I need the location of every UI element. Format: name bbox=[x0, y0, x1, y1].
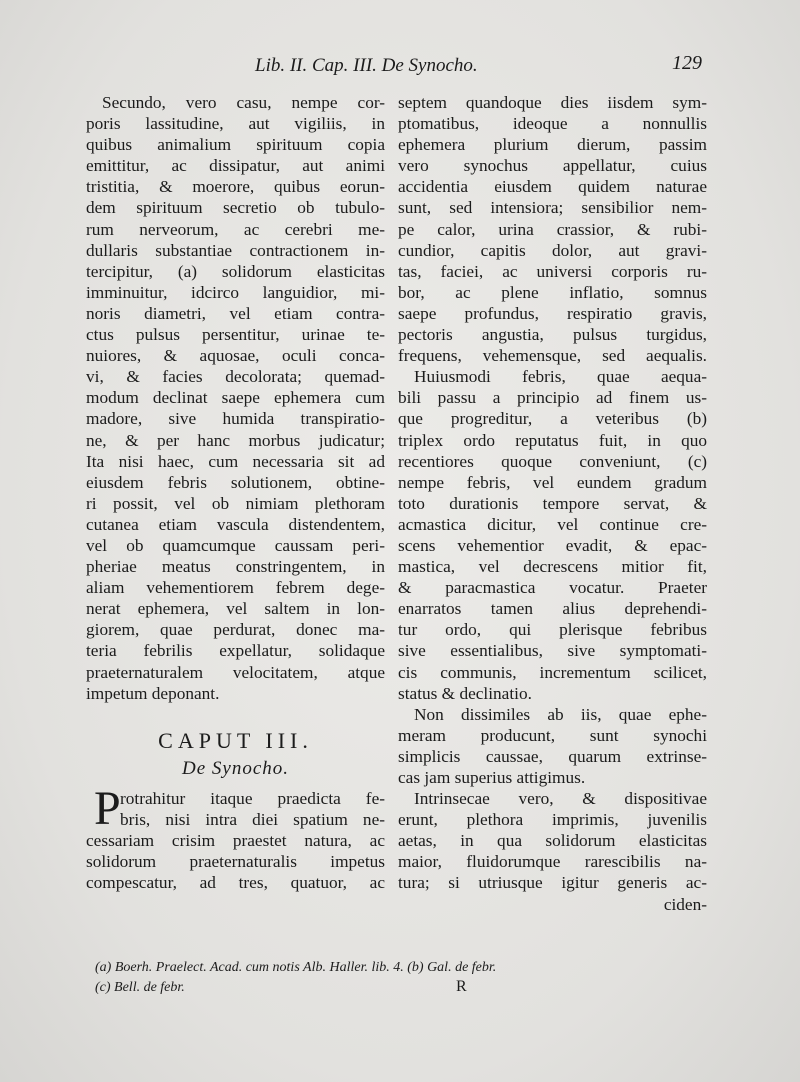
text-line: & paracmastica vocatur. Praeter bbox=[398, 578, 707, 598]
text-line: Secundo, vero casu, nempe cor- bbox=[102, 93, 385, 112]
text-line: rum nerveorum, ac cerebri me- bbox=[86, 219, 385, 239]
text-line: ne, & per hanc morbus judicatur; bbox=[86, 430, 385, 450]
text-line: que progreditur, a veteribus (b) bbox=[398, 409, 707, 429]
text-line: teria febrilis expellatur, solidaque bbox=[86, 641, 385, 661]
text-line: ri possit, vel ob nimiam plethoram bbox=[86, 493, 385, 513]
chapter-title: CAPUT III. bbox=[158, 727, 313, 753]
left-paragraph-1 bbox=[86, 92, 385, 704]
text-line: imminuitur, idcirco languidior, mi- bbox=[86, 282, 385, 302]
text-line: mastica, vel decrescens mitior fit, bbox=[398, 557, 707, 577]
text-line: simplicis caussae, quarum extrinse- bbox=[398, 746, 707, 766]
text-line: dem spirituum secretio ob tubulo- bbox=[86, 198, 385, 218]
right-paragraph-4 bbox=[398, 788, 707, 893]
text-line: dullaris substantiae contractionem in- bbox=[86, 240, 385, 260]
catchword: ciden- bbox=[663, 894, 707, 914]
text-line: vi, & facies decolorata; quemad- bbox=[86, 367, 385, 387]
footnote-line-1: (a) Boerh. Praelect. Acad. cum notis Alb. Haller. lib. 4. (b) Gal. de febr. bbox=[95, 960, 497, 975]
text-line: poris lassitudine, aut vigiliis, in bbox=[86, 114, 385, 134]
text-line: nuiores, & aquosae, oculi conca- bbox=[86, 346, 385, 366]
text-line: eiusdem febris solutionem, obtine- bbox=[86, 472, 385, 492]
text-line: quibus animalium spirituum copia bbox=[86, 135, 385, 155]
signature-mark: R bbox=[456, 978, 467, 995]
text-line: maior, fluidorumque rarescibilis na- bbox=[398, 852, 707, 872]
text-line: cessariam crisim praestet natura, ac bbox=[86, 830, 385, 850]
text-line: erunt, plethora imprimis, juvenilis bbox=[398, 810, 707, 830]
text-line: vero synochus appellatur, cuius bbox=[398, 156, 707, 176]
text-line: pectoris angustia, pulsus turgidus, bbox=[398, 325, 707, 345]
text-line: compescatur, ad tres, quatuor, ac bbox=[86, 873, 385, 893]
text-line: cutanea etiam vascula distendentem, bbox=[86, 514, 385, 534]
text-line: aetas, in qua solidorum elasticitas bbox=[398, 831, 707, 851]
footnote-line-2: (c) Bell. de febr. bbox=[95, 980, 185, 995]
drop-cap: P bbox=[94, 781, 121, 835]
right-paragraph-3 bbox=[398, 704, 707, 788]
text-line: septem quandoque dies iisdem sym- bbox=[398, 93, 707, 112]
text-line: emittitur, ac dissipatur, aut animi bbox=[86, 156, 385, 176]
running-header: Lib. II. Cap. III. De Synocho. bbox=[255, 55, 478, 76]
text-line: praeternaturalem velocitatem, atque bbox=[86, 662, 385, 682]
text-line: ptomatibus, ideoque a nonnullis bbox=[398, 114, 707, 134]
text-line: tercipitur, (a) solidorum elasticitas bbox=[86, 261, 385, 281]
text-line: tura; si utriusque igitur generis ac- bbox=[398, 873, 707, 893]
text-line: pe calor, urina crassior, & rubi- bbox=[398, 219, 707, 239]
text-line: modum declinat saepe ephemera cum bbox=[86, 388, 385, 408]
text-line: meram producunt, sunt synochi bbox=[398, 725, 707, 745]
text-line: toto durationis tempore servat, & bbox=[398, 493, 707, 513]
text-line: sive essentialibus, sive symptomati- bbox=[398, 641, 707, 661]
text-line: aliam vehementiorem febrem dege- bbox=[86, 578, 385, 598]
text-line: rotrahitur itaque praedicta fe- bbox=[120, 788, 385, 808]
text-line: scens vehementior evadit, & epac- bbox=[398, 535, 707, 555]
text-line: bili passu a principio ad finem us- bbox=[398, 388, 707, 408]
text-line: cundior, capitis dolor, aut gravi- bbox=[398, 240, 707, 260]
text-line: bor, ac plene inflatio, somnus bbox=[398, 282, 707, 302]
text-line: tur ordo, qui plerisque febribus bbox=[398, 620, 707, 640]
chapter-subtitle: De Synocho. bbox=[181, 757, 290, 779]
text-line: Intrinsecae vero, & dispositivae bbox=[414, 789, 707, 809]
text-line: noris diametri, vel etiam contra- bbox=[86, 303, 385, 323]
text-line: solidorum praeternaturalis impetus bbox=[86, 852, 385, 871]
text-line: triplex ordo reputatus fuit, in quo bbox=[398, 430, 707, 450]
text-line: recentiores quoque conveniunt, (c) bbox=[398, 451, 707, 471]
text-line: tas, faciei, ac universi corporis ru- bbox=[398, 261, 707, 281]
text-line: madore, sive humida transpiratio- bbox=[86, 409, 385, 429]
text-line: impetum deponant. bbox=[86, 683, 220, 703]
text-line: status & declinatio. bbox=[398, 683, 532, 703]
text-line: vel ob quamcumque caussam peri- bbox=[86, 535, 385, 555]
text-line: nempe febris, vel eundem gradum bbox=[398, 472, 707, 492]
text-line: nerat ephemera, vel saltem in lon- bbox=[86, 599, 385, 619]
right-paragraph-1 bbox=[398, 92, 707, 366]
page-number: 129 bbox=[672, 52, 702, 74]
text-line: cas jam superius attigimus. bbox=[398, 768, 586, 787]
text-line: sunt, sed intensiora; sensibilior nem- bbox=[398, 198, 707, 218]
text-line: acmastica dicitur, vel continue cre- bbox=[398, 514, 707, 534]
text-line: bris, nisi intra diei spatium ne- bbox=[120, 809, 385, 829]
text-line: Non dissimiles ab iis, quae ephe- bbox=[414, 704, 707, 724]
text-line: saepe profundus, respiratio gravis, bbox=[398, 303, 707, 323]
left-column bbox=[86, 92, 385, 893]
text-line: enarratos tamen alius deprehendi- bbox=[398, 599, 707, 619]
text-line: accidentia eiusdem quidem naturae bbox=[398, 177, 707, 197]
right-column bbox=[398, 92, 707, 915]
left-paragraph-2 bbox=[86, 781, 385, 893]
text-line: ctus pulsus persentitur, urinae te- bbox=[86, 325, 385, 345]
text-line: frequens, vehemensque, sed aequalis. bbox=[398, 346, 707, 366]
text-line: ephemera plurium dierum, passim bbox=[398, 135, 707, 155]
text-line: Huiusmodi febris, quae aequa- bbox=[414, 367, 707, 387]
text-line: tristitia, & moerore, quibus eorun- bbox=[86, 177, 385, 197]
text-line: giorem, quae perdurat, donec ma- bbox=[86, 620, 385, 640]
text-line: Ita nisi haec, cum necessaria sit ad bbox=[86, 451, 385, 471]
right-paragraph-2 bbox=[398, 366, 707, 704]
text-line: pheriae meatus constringentem, in bbox=[86, 557, 385, 577]
text-line: cis communis, incrementum scilicet, bbox=[398, 662, 707, 682]
